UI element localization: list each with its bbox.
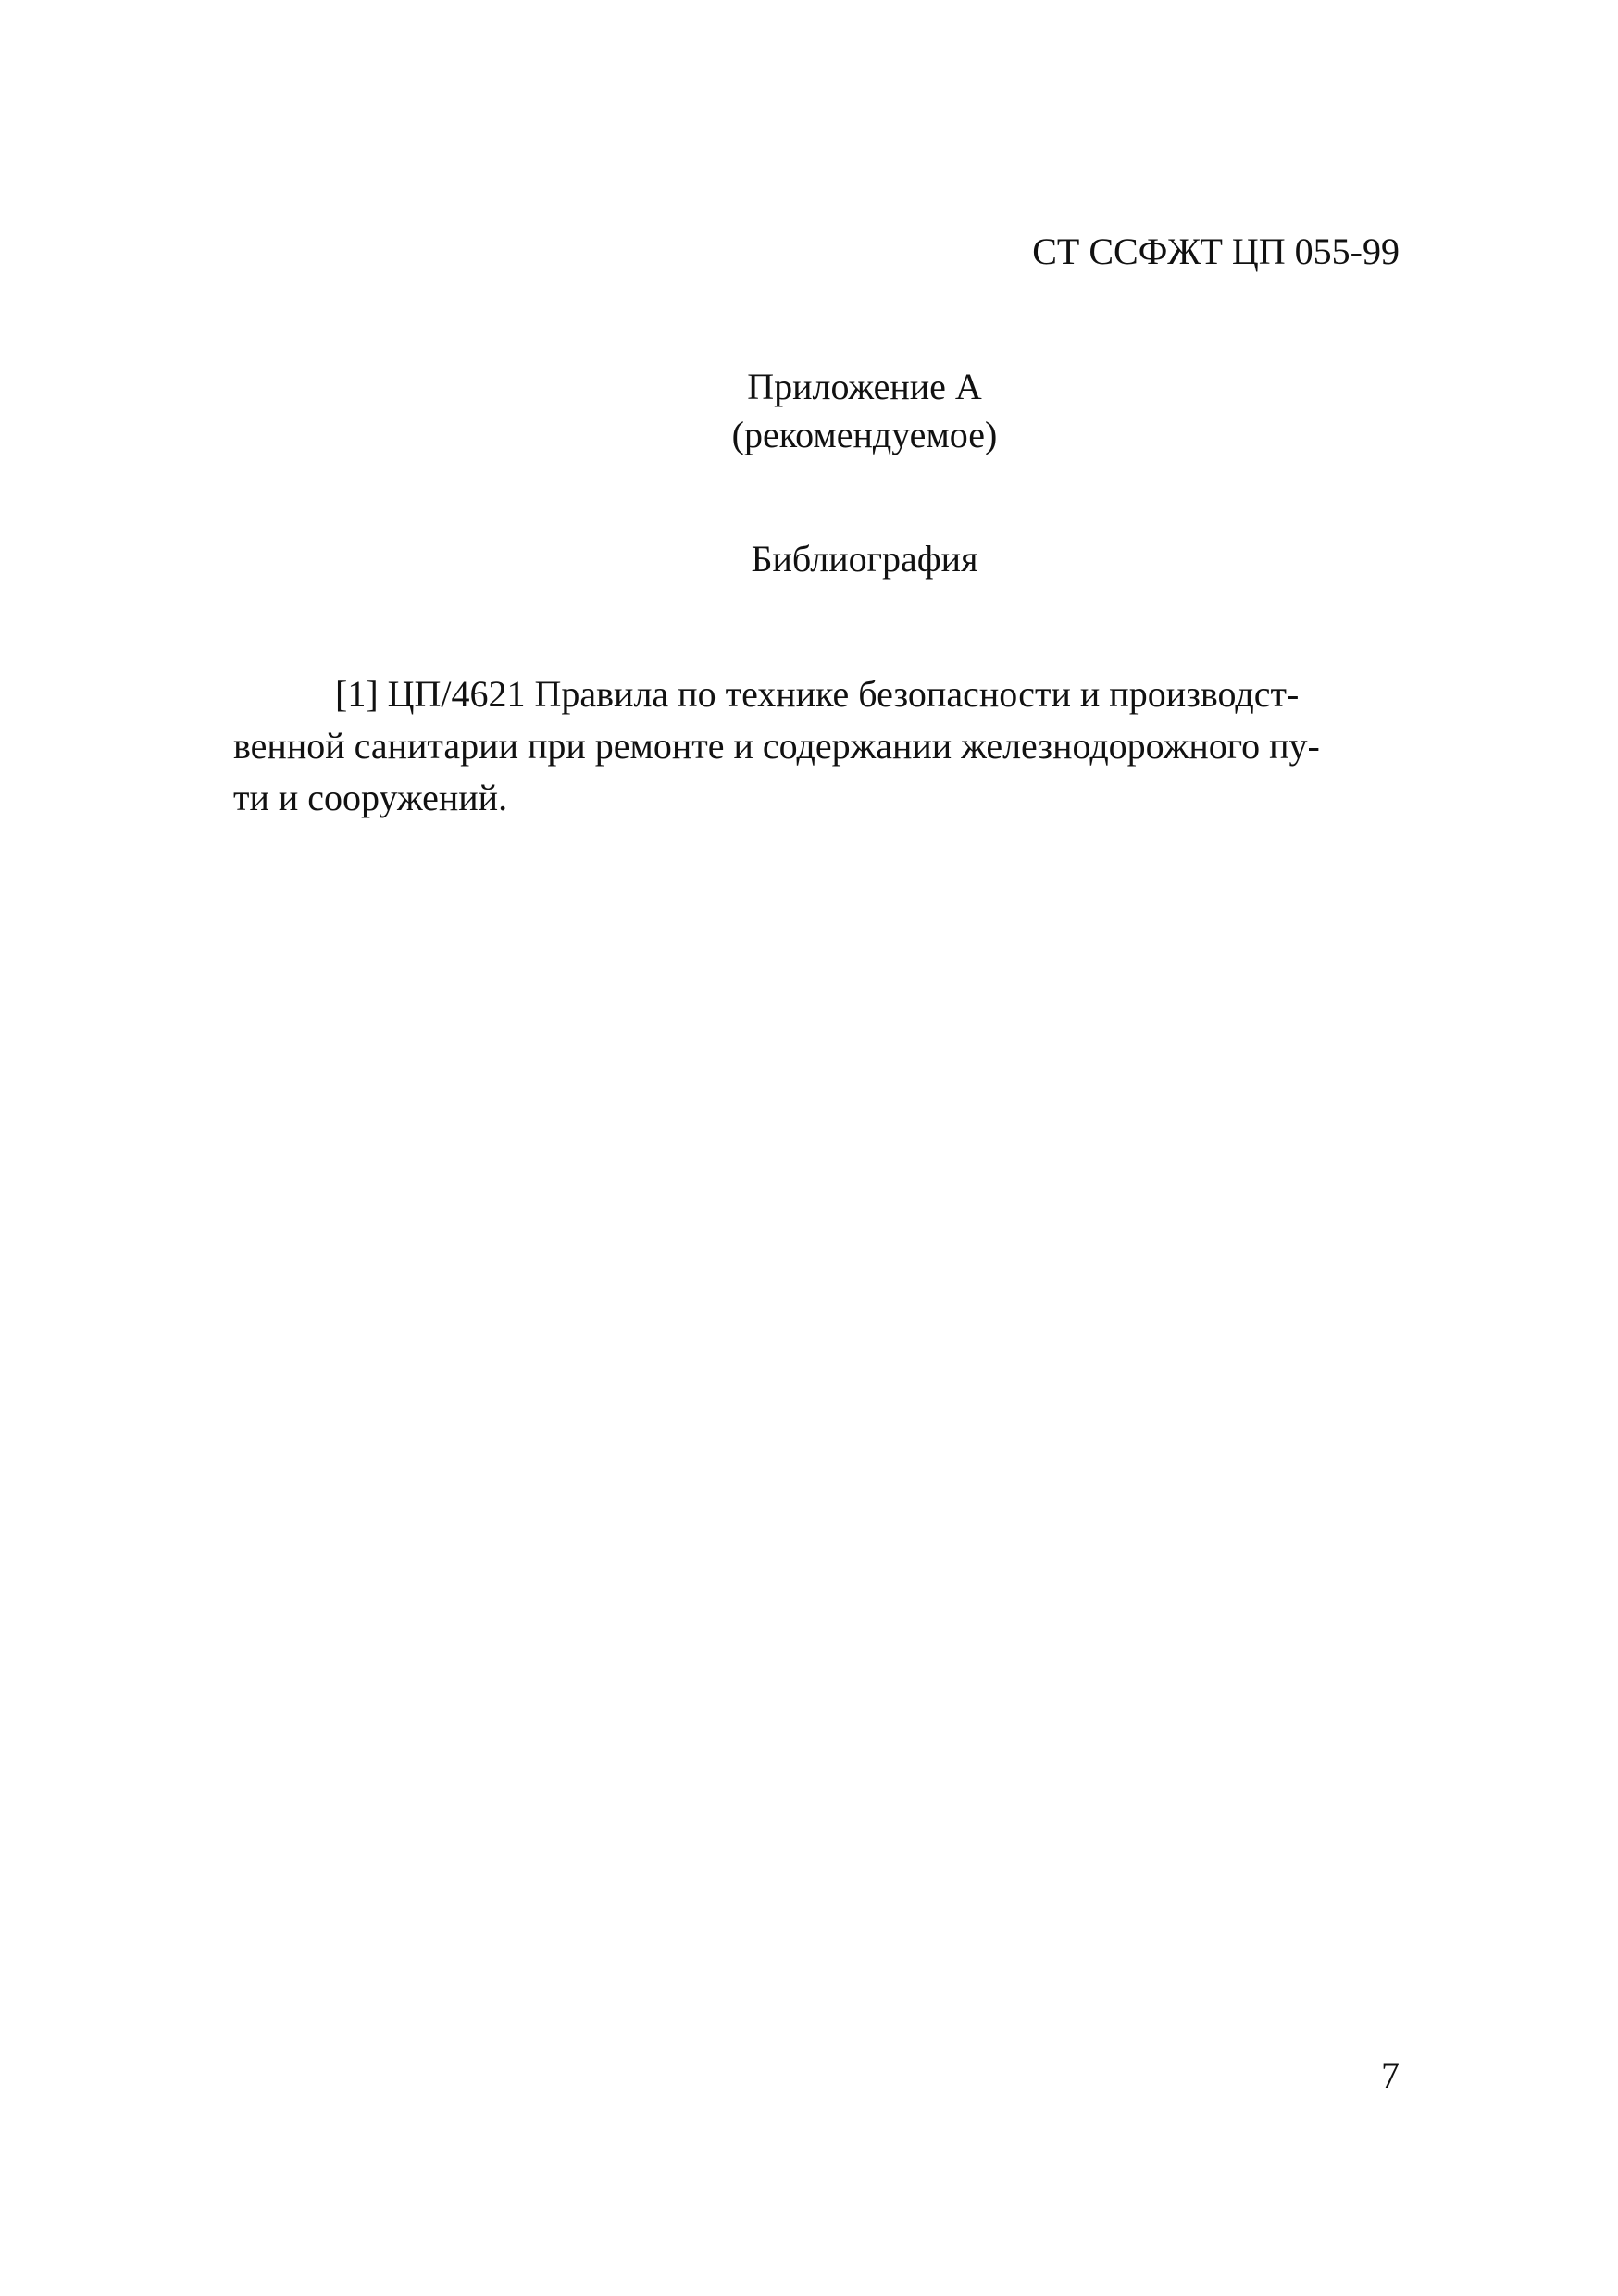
page-number: 7 xyxy=(1381,2054,1400,2096)
appendix-status: (рекомендуемое) xyxy=(731,414,998,455)
bibliography-heading: Библиография xyxy=(751,538,978,580)
bibliography-entry-line: ти и сооружений. xyxy=(233,777,508,818)
bibliography-entry xyxy=(233,668,1381,824)
appendix-header xyxy=(0,363,1618,459)
document-code: СТ ССФЖТ ЦП 055-99 xyxy=(1032,231,1400,272)
appendix-title: Приложение А xyxy=(747,366,982,407)
bibliography-entry-line: [1] ЦП/4621 Правила по технике безопасности и производст- xyxy=(335,673,1300,715)
bibliography-entry-line: венной санитарии при ремонте и содержании железнодорожного пу- xyxy=(233,725,1320,767)
